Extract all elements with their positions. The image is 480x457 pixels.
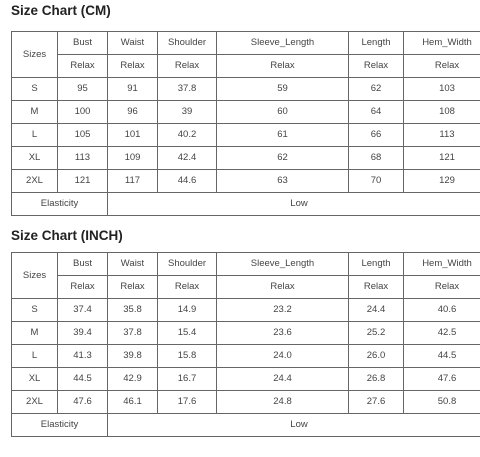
- measurement-cell: 63: [217, 170, 349, 193]
- column-header: Shoulder: [158, 253, 217, 276]
- column-header: Bust: [58, 253, 108, 276]
- measurement-cell: 23.2: [217, 299, 349, 322]
- measurement-cell: 66: [349, 124, 404, 147]
- column-header: Shoulder: [158, 32, 217, 55]
- measurement-cell: 42.9: [108, 368, 158, 391]
- size-cell: 2XL: [12, 391, 58, 414]
- measurement-cell: 44.5: [404, 345, 480, 368]
- table-row: [12, 391, 480, 414]
- measurement-cell: 113: [404, 124, 480, 147]
- measurement-cell: 47.6: [404, 368, 480, 391]
- measurement-cell: 96: [108, 101, 158, 124]
- elasticity-label: Elasticity: [12, 414, 108, 437]
- measurement-cell: 40.2: [158, 124, 217, 147]
- fit-subheader: Relax: [158, 276, 217, 299]
- measurement-cell: 24.8: [217, 391, 349, 414]
- measurement-cell: 42.4: [158, 147, 217, 170]
- size-chart-inch-title: Size Chart (INCH): [11, 228, 123, 243]
- measurement-cell: 50.8: [404, 391, 480, 414]
- measurement-cell: 61: [217, 124, 349, 147]
- measurement-cell: 64: [349, 101, 404, 124]
- size-cell: L: [12, 124, 58, 147]
- measurement-cell: 109: [108, 147, 158, 170]
- size-cell: XL: [12, 147, 58, 170]
- size-cell: L: [12, 345, 58, 368]
- elasticity-label: Elasticity: [12, 193, 108, 216]
- size-cell: S: [12, 299, 58, 322]
- measurement-cell: 62: [349, 78, 404, 101]
- header-row: [12, 253, 480, 276]
- measurement-cell: 46.1: [108, 391, 158, 414]
- fit-subheader: Relax: [158, 55, 217, 78]
- measurement-cell: 39.4: [58, 322, 108, 345]
- measurement-cell: 37.4: [58, 299, 108, 322]
- measurement-cell: 26.8: [349, 368, 404, 391]
- measurement-cell: 15.8: [158, 345, 217, 368]
- size-cell: S: [12, 78, 58, 101]
- measurement-cell: 117: [108, 170, 158, 193]
- measurement-cell: 24.0: [217, 345, 349, 368]
- fit-subheader: Relax: [108, 276, 158, 299]
- fit-subheader: Relax: [404, 55, 480, 78]
- table-row: [12, 78, 480, 101]
- measurement-cell: 24.4: [349, 299, 404, 322]
- elasticity-value: Low: [108, 193, 480, 216]
- table-row: [12, 124, 480, 147]
- table-row: [12, 299, 480, 322]
- measurement-cell: 108: [404, 101, 480, 124]
- column-header: Waist: [108, 253, 158, 276]
- fit-subheader: Relax: [217, 276, 349, 299]
- table-row: [12, 322, 480, 345]
- measurement-cell: 70: [349, 170, 404, 193]
- column-header: Bust: [58, 32, 108, 55]
- table-row: [12, 345, 480, 368]
- measurement-cell: 62: [217, 147, 349, 170]
- measurement-cell: 26.0: [349, 345, 404, 368]
- measurement-cell: 41.3: [58, 345, 108, 368]
- fit-subheader: Relax: [349, 276, 404, 299]
- table-row: [12, 170, 480, 193]
- measurement-cell: 103: [404, 78, 480, 101]
- size-chart-inch-table: [11, 252, 480, 437]
- measurement-cell: 121: [58, 170, 108, 193]
- table-row: [12, 147, 480, 170]
- sizes-header: Sizes: [12, 253, 58, 299]
- measurement-cell: 105: [58, 124, 108, 147]
- measurement-cell: 44.6: [158, 170, 217, 193]
- size-chart-cm-table: [11, 31, 480, 216]
- measurement-cell: 60: [217, 101, 349, 124]
- measurement-cell: 37.8: [108, 322, 158, 345]
- measurement-cell: 35.8: [108, 299, 158, 322]
- column-header: Length: [349, 32, 404, 55]
- measurement-cell: 42.5: [404, 322, 480, 345]
- subheader-row: [12, 276, 480, 299]
- measurement-cell: 95: [58, 78, 108, 101]
- size-cell: XL: [12, 368, 58, 391]
- subheader-row: [12, 55, 480, 78]
- measurement-cell: 129: [404, 170, 480, 193]
- table-row: [12, 101, 480, 124]
- measurement-cell: 101: [108, 124, 158, 147]
- measurement-cell: 15.4: [158, 322, 217, 345]
- measurement-cell: 27.6: [349, 391, 404, 414]
- sizes-header: Sizes: [12, 32, 58, 78]
- measurement-cell: 91: [108, 78, 158, 101]
- size-cell: 2XL: [12, 170, 58, 193]
- measurement-cell: 39.8: [108, 345, 158, 368]
- fit-subheader: Relax: [108, 55, 158, 78]
- elasticity-value: Low: [108, 414, 480, 437]
- header-row: [12, 32, 480, 55]
- measurement-cell: 44.5: [58, 368, 108, 391]
- measurement-cell: 68: [349, 147, 404, 170]
- measurement-cell: 25.2: [349, 322, 404, 345]
- size-chart-cm-title: Size Chart (CM): [11, 3, 111, 18]
- fit-subheader: Relax: [349, 55, 404, 78]
- size-cell: M: [12, 322, 58, 345]
- size-cell: M: [12, 101, 58, 124]
- elasticity-row: [12, 414, 480, 437]
- measurement-cell: 121: [404, 147, 480, 170]
- column-header: Hem_Width: [404, 253, 480, 276]
- measurement-cell: 14.9: [158, 299, 217, 322]
- column-header: Waist: [108, 32, 158, 55]
- measurement-cell: 59: [217, 78, 349, 101]
- measurement-cell: 37.8: [158, 78, 217, 101]
- column-header: Length: [349, 253, 404, 276]
- fit-subheader: Relax: [217, 55, 349, 78]
- measurement-cell: 23.6: [217, 322, 349, 345]
- measurement-cell: 100: [58, 101, 108, 124]
- column-header: Sleeve_Length: [217, 253, 349, 276]
- fit-subheader: Relax: [58, 55, 108, 78]
- measurement-cell: 40.6: [404, 299, 480, 322]
- fit-subheader: Relax: [404, 276, 480, 299]
- measurement-cell: 39: [158, 101, 217, 124]
- measurement-cell: 113: [58, 147, 108, 170]
- column-header: Sleeve_Length: [217, 32, 349, 55]
- measurement-cell: 47.6: [58, 391, 108, 414]
- measurement-cell: 24.4: [217, 368, 349, 391]
- table-row: [12, 368, 480, 391]
- elasticity-row: [12, 193, 480, 216]
- fit-subheader: Relax: [58, 276, 108, 299]
- measurement-cell: 17.6: [158, 391, 217, 414]
- column-header: Hem_Width: [404, 32, 480, 55]
- measurement-cell: 16.7: [158, 368, 217, 391]
